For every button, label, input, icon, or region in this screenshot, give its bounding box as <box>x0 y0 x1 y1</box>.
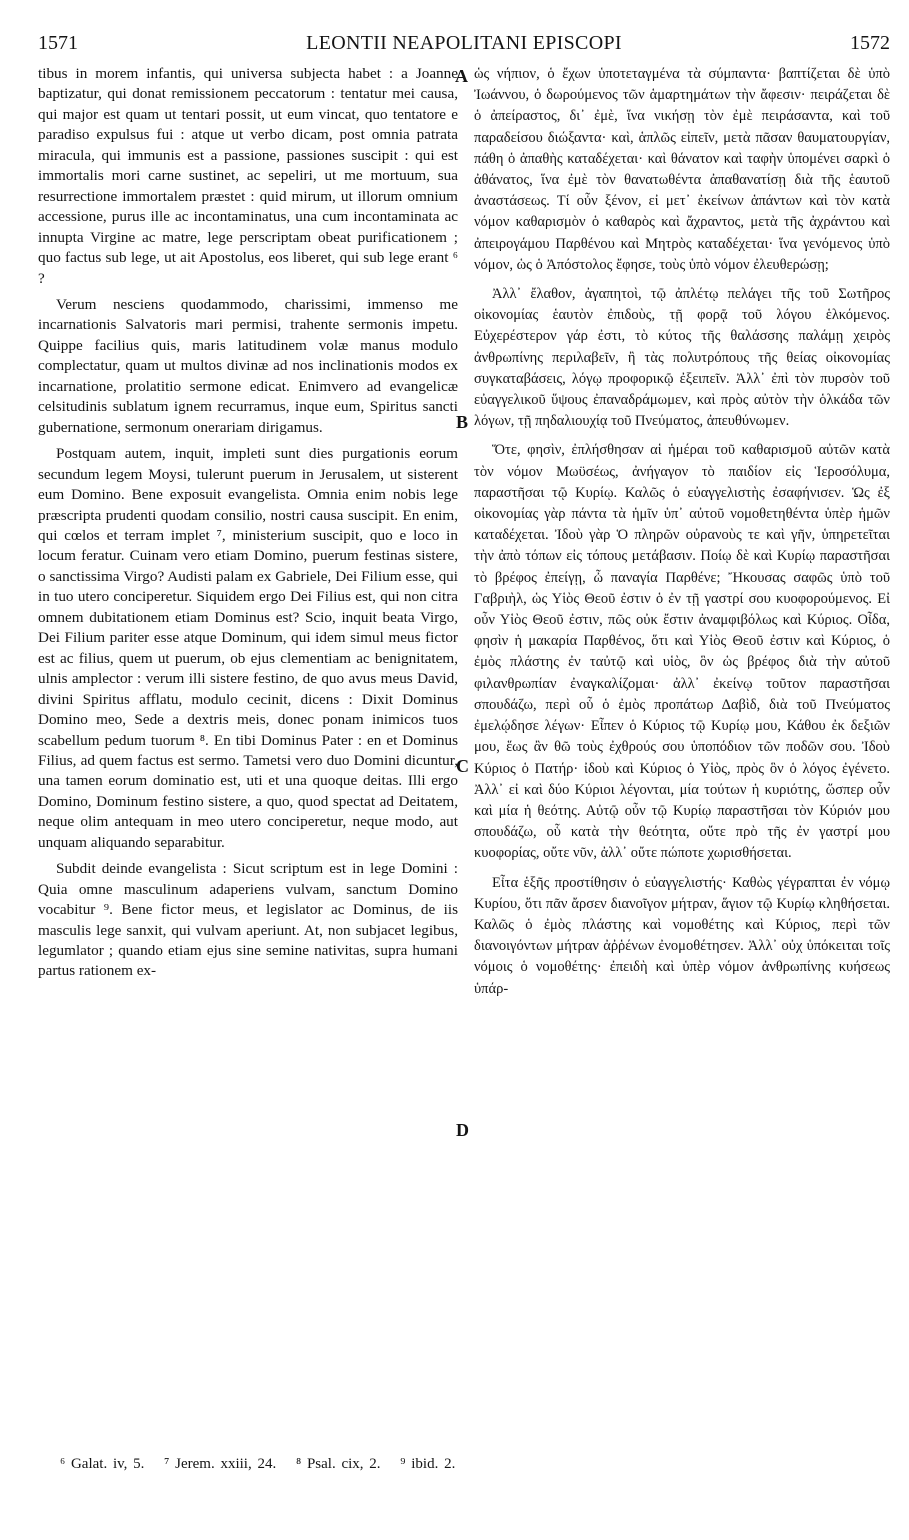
section-marker-c: C <box>456 756 469 776</box>
section-marker-d: D <box>456 1120 469 1140</box>
greek-paragraph-2: Ἀλλ᾽ ἔλαθον, ἀγαπητοὶ, τῷ ἀπλέτῳ πελάγει τῆς τοῦ Σωτῆρος οἰκονομίας ἑαυτὸν ἐπιδοὺς, τῇ φορᾷ τοῦ λόγου ἑλκόμενος. Εὐχερέστερον γάρ ἐστι, τὸ κύτος τῆς θαλάσσης παλάμῃ χειρὸς ἀνθρωπίνης περιλαβεῖν, ἢ τὰς πολυτρόπους τῆς θείας οἰκονομίας συγκαταβάσεις, λόγῳ προφορικῷ ἐξειπεῖν. Ἀλλ᾽ ἐπὶ τὸν πυρσὸν τοῦ εὐαγγελικοῦ ὕψους ἐπαναδράμωμεν, καὶ πρὸς αὐτὸν τὴν ὁλκάδα τῶν λόγων, τῇ πηδαλιουχίᾳ τοῦ Πνεύματος, ἀπευθύνωμεν. <box>474 286 890 430</box>
latin-paragraph-2: Verum nesciens quodammodo, charissimi, immenso me incarnationis Salvatoris mari permisi, trahente sermonis impetu. Quippe facilius quis, maris latitudinem volæ manus modulo complectatur, quam ut multos divinæ ad nos inclinationis modos ex incarnatione, prolatitio sermone edicat. Enimvero ad evangelicæ celsitudinis sublatum ignem recurramus, inque eum, Spiritus sancti gubernatione, sermonum onerariam dirigamus. <box>38 295 458 436</box>
footnotes <box>60 1456 860 1473</box>
section-marker-a: A <box>455 66 468 86</box>
section-marker-b: B <box>456 412 469 432</box>
greek-paragraph-3: Ὅτε, φησὶν, ἐπλήσθησαν αἱ ἡμέραι τοῦ καθαρισμοῦ αὐτῶν κατὰ τὸν νόμον Μωϋσέως, ἀνήγαγον τὸ παιδίον εἰς Ἱεροσόλυμα, παραστῆσαι τῷ Κυρίῳ. Καλῶς ὁ εὐαγγελιστὴς ἐσαφήνισεν. Ὡς ἐξ οἰκονομίας γὰρ πάντα τὰ ἡμῖν ὑπ᾽ αὐτοῦ νομοθετηθέντα ὑπὲρ ἡμῶν καταδέχεται. Ἰδοὺ γὰρ Ὁ πληρῶν οὐρανοὺς τε καὶ γῆν, ὑπηρετεῖται τὴν ἀπὸ τόπων εἰς τόπους μετάβασιν. Ποίῳ δὲ καὶ Κυρίῳ παραστῆσαι τὸ βρέφος ἐπείγῃ, ὦ παναγία Παρθένε; Ἤκουσας σαφῶς ὑπὸ τοῦ Γαβριὴλ, ὡς Υἱὸς Θεοῦ ἐστιν ὁ ἐν τῇ γαστρί σου κυοφορούμενος. Εἰ οὖν Υἱὸς Θεοῦ ἐστιν, πῶς οὐκ ἔστιν ἀναμφιβόλως καὶ Κύριος. Οἶδα, φησὶν ἡ μακαρία Παρθένος, ὅτι καὶ Υἱὸς Θεοῦ ἐστιν καὶ Κύριος, ὁ ἐμὸς πλάστης ἐν ταὐτῷ καὶ υἱὸς, ὃν ὡς βρέφος διὰ τὴν αὐτοῦ φιλανθρωπίαν ἐναγκαλίζομαι· ἀλλ᾽ ἐκείνῳ τοῦτον παραστῆσαι σπουδάζω, περὶ οὗ ὁ ἐμὸς προπάτωρ Δαβὶδ, διὰ τοῦ Πνεύματος ἐμελῴδησε λέγων· Εἶπεν ὁ Κύριος τῷ Κυρίῳ μου, Κάθου ἐκ δεξιῶν μου, ἕως ἂν θῶ τοὺς ἐχθρούς σου ὑποπόδιον τῶν ποδῶν σου. Ἰδοὺ Κύριος ὁ Πατήρ· ἰδοὺ καὶ Κύριος ὁ Υἱὸς, πρὸς ὃν ὁ λόγος ἐγένετο. Ἀλλ᾽ εἰ καὶ δύο Κύριοι λέγονται, μία τούτων ἡ κυριότης, ὥσπερ οὖν καὶ μία ἡ θεότης. Αὐτῷ οὖν τῷ Κυρίῳ παραστῆσαι τὸν Κύριόν μου σπουδάζω, οὗ κατὰ τὴν θεότητα, οὔτε πρὸ τῆς ἐν γαστρί μου κυοφορίας, οὔτε νῦν, ἀλλ᾽ οὔτε πώποτε χωρισθήσεται. <box>474 442 890 862</box>
latin-paragraph-3: Postquam autem, inquit, impleti sunt dies purgationis eorum secundum legem Moysi, tulerunt puerum in Jerusalem, ut sisterent eum Domino. Bene exposuit evangelista. Omnia enim nobis lege præscripta prudenti quodam consilio, nostri causa suscipit. En enim, qui cœlos et terram implet ⁷, ministerium suscipit, quo e loco in locum feratur. Cuinam vero etiam Domino, puerum festinas sistere, o sanctissima Virgo? Audisti palam ex Gabriele, Dei Filium esse, qui in tuo utero conciperetur. Siquidem ergo Dei Filius est, qui non citra omnem dubitationem etiam Dominus est? Scio, inquit beata Virgo, Dei Filium pariter esse atque Dominum, qui idem simul meus fictor est ac filius, quem ut puerum, ob ejus clementiam ac benignitatem, ulnis amplector : verum illi sistere festino, de quo avus meus David, divini Spiritus afflatu, modulo cecinit, dicens : Dixit Dominus Domino meo, Sede a dextris meis, donec ponam inimicos tuos scabellum pedum tuorum ⁸. En tibi Dominus Pater : en et Dominus Filius, ad quem factus est sermo. Tametsi vero duo Domini dicuntur, una tamen eorum dominatio est, uti et una quoque deitas. Illi ergo Domino, Dominum festino sistere, a quo, quod spectat ad Deitatem, neque olim antequam in meo utero conciperetur, neque modo, aut unquam aliquando separabitur. <box>38 445 458 851</box>
page-header <box>38 24 890 60</box>
footnote-8: ⁸ Psal. cix, 2. <box>295 1456 381 1472</box>
greek-paragraph-4: Εἶτα ἑξῆς προστίθησιν ὁ εὐαγγελιστής· Καθὼς γέγραπται ἐν νόμῳ Κυρίου, ὅτι πᾶν ἄρσεν διανοῖγον μήτραν, ἅγιον τῷ Κυρίῳ κληθήσεται. Καλῶς ὁ ἐμὸς πλάστης καὶ νομοθέτης καὶ Κύριος, περὶ τῶν διανοιγόντων μήτραν ἀῤῥένων ἐνομοθέτησεν. Ἀλλ᾽ οὐχ ὑπόκειται τοῖς νόμοις ὁ νομοθέτης· ἐπειδὴ καὶ ὑπὲρ νόμον ἀνθρωπίνης κυήσεως ὑπάρ- <box>474 874 890 997</box>
greek-column <box>474 64 890 1008</box>
footnote-7: ⁷ Jerem. xxiii, 24. <box>164 1456 277 1472</box>
column-number-right: 1572 <box>850 32 890 54</box>
footnote-9: ⁹ ibid. 2. <box>400 1456 456 1472</box>
footnote-6: ⁶ Galat. iv, 5. <box>60 1456 145 1472</box>
latin-paragraph-4: Subdit deinde evangelista : Sicut scriptum est in lege Domini : Quia omne masculinum adaperiens vulvam, sanctum Domino vocabitur ⁹. Bene fictor meus, et legislator ac Dominus, de iis masculis lege sanxit, qui vulvam aperiunt. At, non subjacet legibus, legumlator ; quando etiam ejus sine semine nativitas, supra humani partus rationem ex- <box>38 860 458 980</box>
column-number-left: 1571 <box>38 32 78 54</box>
greek-paragraph-1: ὡς νήπιον, ὁ ἔχων ὑποτεταγμένα τὰ σύμπαντα· βαπτίζεται δὲ ὑπὸ Ἰωάννου, ὁ δωρούμενος τῶν ἁμαρτημάτων τὴν ἄφεσιν· πειράζεται δὲ ὁ ἀπείραστος, δι᾽ ἐμὲ, ἵνα νικήσῃ τὸν ἐμὲ πειράσαντα, καὶ τοῦ παραδείσου διώξαντα· καὶ, ἁπλῶς εἰπεῖν, μετὰ πᾶσαν θαυματουργίαν, πάθη ὁ ἀπαθὴς καταδέχεται· καὶ θάνατον καὶ ταφὴν ὑπομένει σαρκὶ ὁ ἀθάνατος, ἵνα ἐμὲ τὸν θανατωθέντα ἀπαθανατίσῃ διὰ τῆς ἑαυτοῦ ἀναστάσεως. Τί οὖν ξένον, εἰ μετ᾽ ἐκείνων ἁπάντων καὶ τὸν κατὰ νόμον καθαρισμὸν ὁ καθαρὸς καὶ ἄχραντος, μετὰ τῆς ἀχράντου καὶ ἀπειρογάμου Παρθένου καὶ Μητρὸς καταδέχεται· ἵνα γενόμενος ὑπὸ νόμον, ὡς ὁ Ἀπόστολος ἔφησε, τοὺς ὑπὸ νόμον ἐλευθερώσῃ; <box>474 66 890 273</box>
latin-paragraph-1: tibus in morem infantis, qui universa subjecta habet : a Joanne baptizatur, qui donat remissionem peccatorum : tentatur mei causa, qui major est quam ut tentari possit, ut eum vincat, quo tentatore e paradiso expulsus fui : atque ut verbo dicam, post omnia patrata miracula, qui immunis est a passione, passiones suscipit : qui est immortalis mori carne sustinet, ac sepeliri, ut me mortuum, sua resurrectione immortalem præstet : quid mirum, ut illorum omnium accessione, purus ille ac incontaminatus, una cum incontaminata ac innupta Virgine ac matre, lege perscriptam obeat purificationem ; quo factus sub lege, ut ait Apostolus, eos liberet, qui sub lege erant ⁶ ? <box>38 65 458 287</box>
running-title: LEONTII NEAPOLITANI EPISCOPI <box>306 32 622 54</box>
latin-column <box>38 64 458 988</box>
